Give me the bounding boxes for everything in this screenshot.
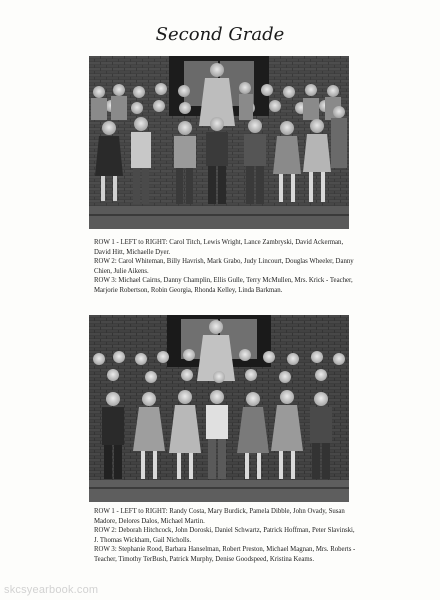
page-title: Second Grade <box>155 24 285 45</box>
photo-1-caption-row-2: ROW 2: Carol Whiteman, Billy Havrish, Mark Grabo, Judy Lincourt, Douglas Wheeler, Danny Chien, Julie Aikens. <box>94 258 354 275</box>
class-photo-1 <box>89 56 349 229</box>
photo-2-caption-row-1: ROW 1 - LEFT to RIGHT: Randy Costa, Mary Burdick, Pamela Dibble, John Ovady, Susan Madore, Delores Dalos, Michael Martin. <box>94 508 345 525</box>
class-photo-2-image <box>89 315 349 502</box>
class-photo-1-image <box>89 56 349 229</box>
photo-1-caption-row-3: ROW 3: Michael Cairns, Danny Champlin, Ellis Gulle, Terry McMullen, Mrs. Krick - Teacher, Marjorie Robertson, Robin Georgia, Rhonda Kelley, Linda Barkman. <box>94 277 353 294</box>
class-photo-2 <box>89 315 349 502</box>
site-watermark: skcsyearbook.com <box>4 584 99 596</box>
photo-2-caption-row-2: ROW 2: Deborah Hitchcock, John Doroski, Daniel Schwartz, Patrick Hoffman, Peter Slavinski, J. Thomas Wickham, Gail Nicholls. <box>94 527 355 544</box>
photo-1-caption-row-1: ROW 1 - LEFT to RIGHT: Carol Titch, Lewis Wright, Lance Zambryski, David Ackerman, David Hitt, Michaelle Dyer. <box>94 239 344 256</box>
photo-2-caption-row-3: ROW 3: Stephanie Rood, Barbara Hanselman, Robert Preston, Michael Magnan, Mrs. Roberts - Teacher, Timothy TerBush, Patrick Murphy, Denise Goodspeed, Kristina Keams. <box>94 546 356 563</box>
photo-1-caption <box>94 238 359 295</box>
photo-2-caption <box>94 507 359 564</box>
